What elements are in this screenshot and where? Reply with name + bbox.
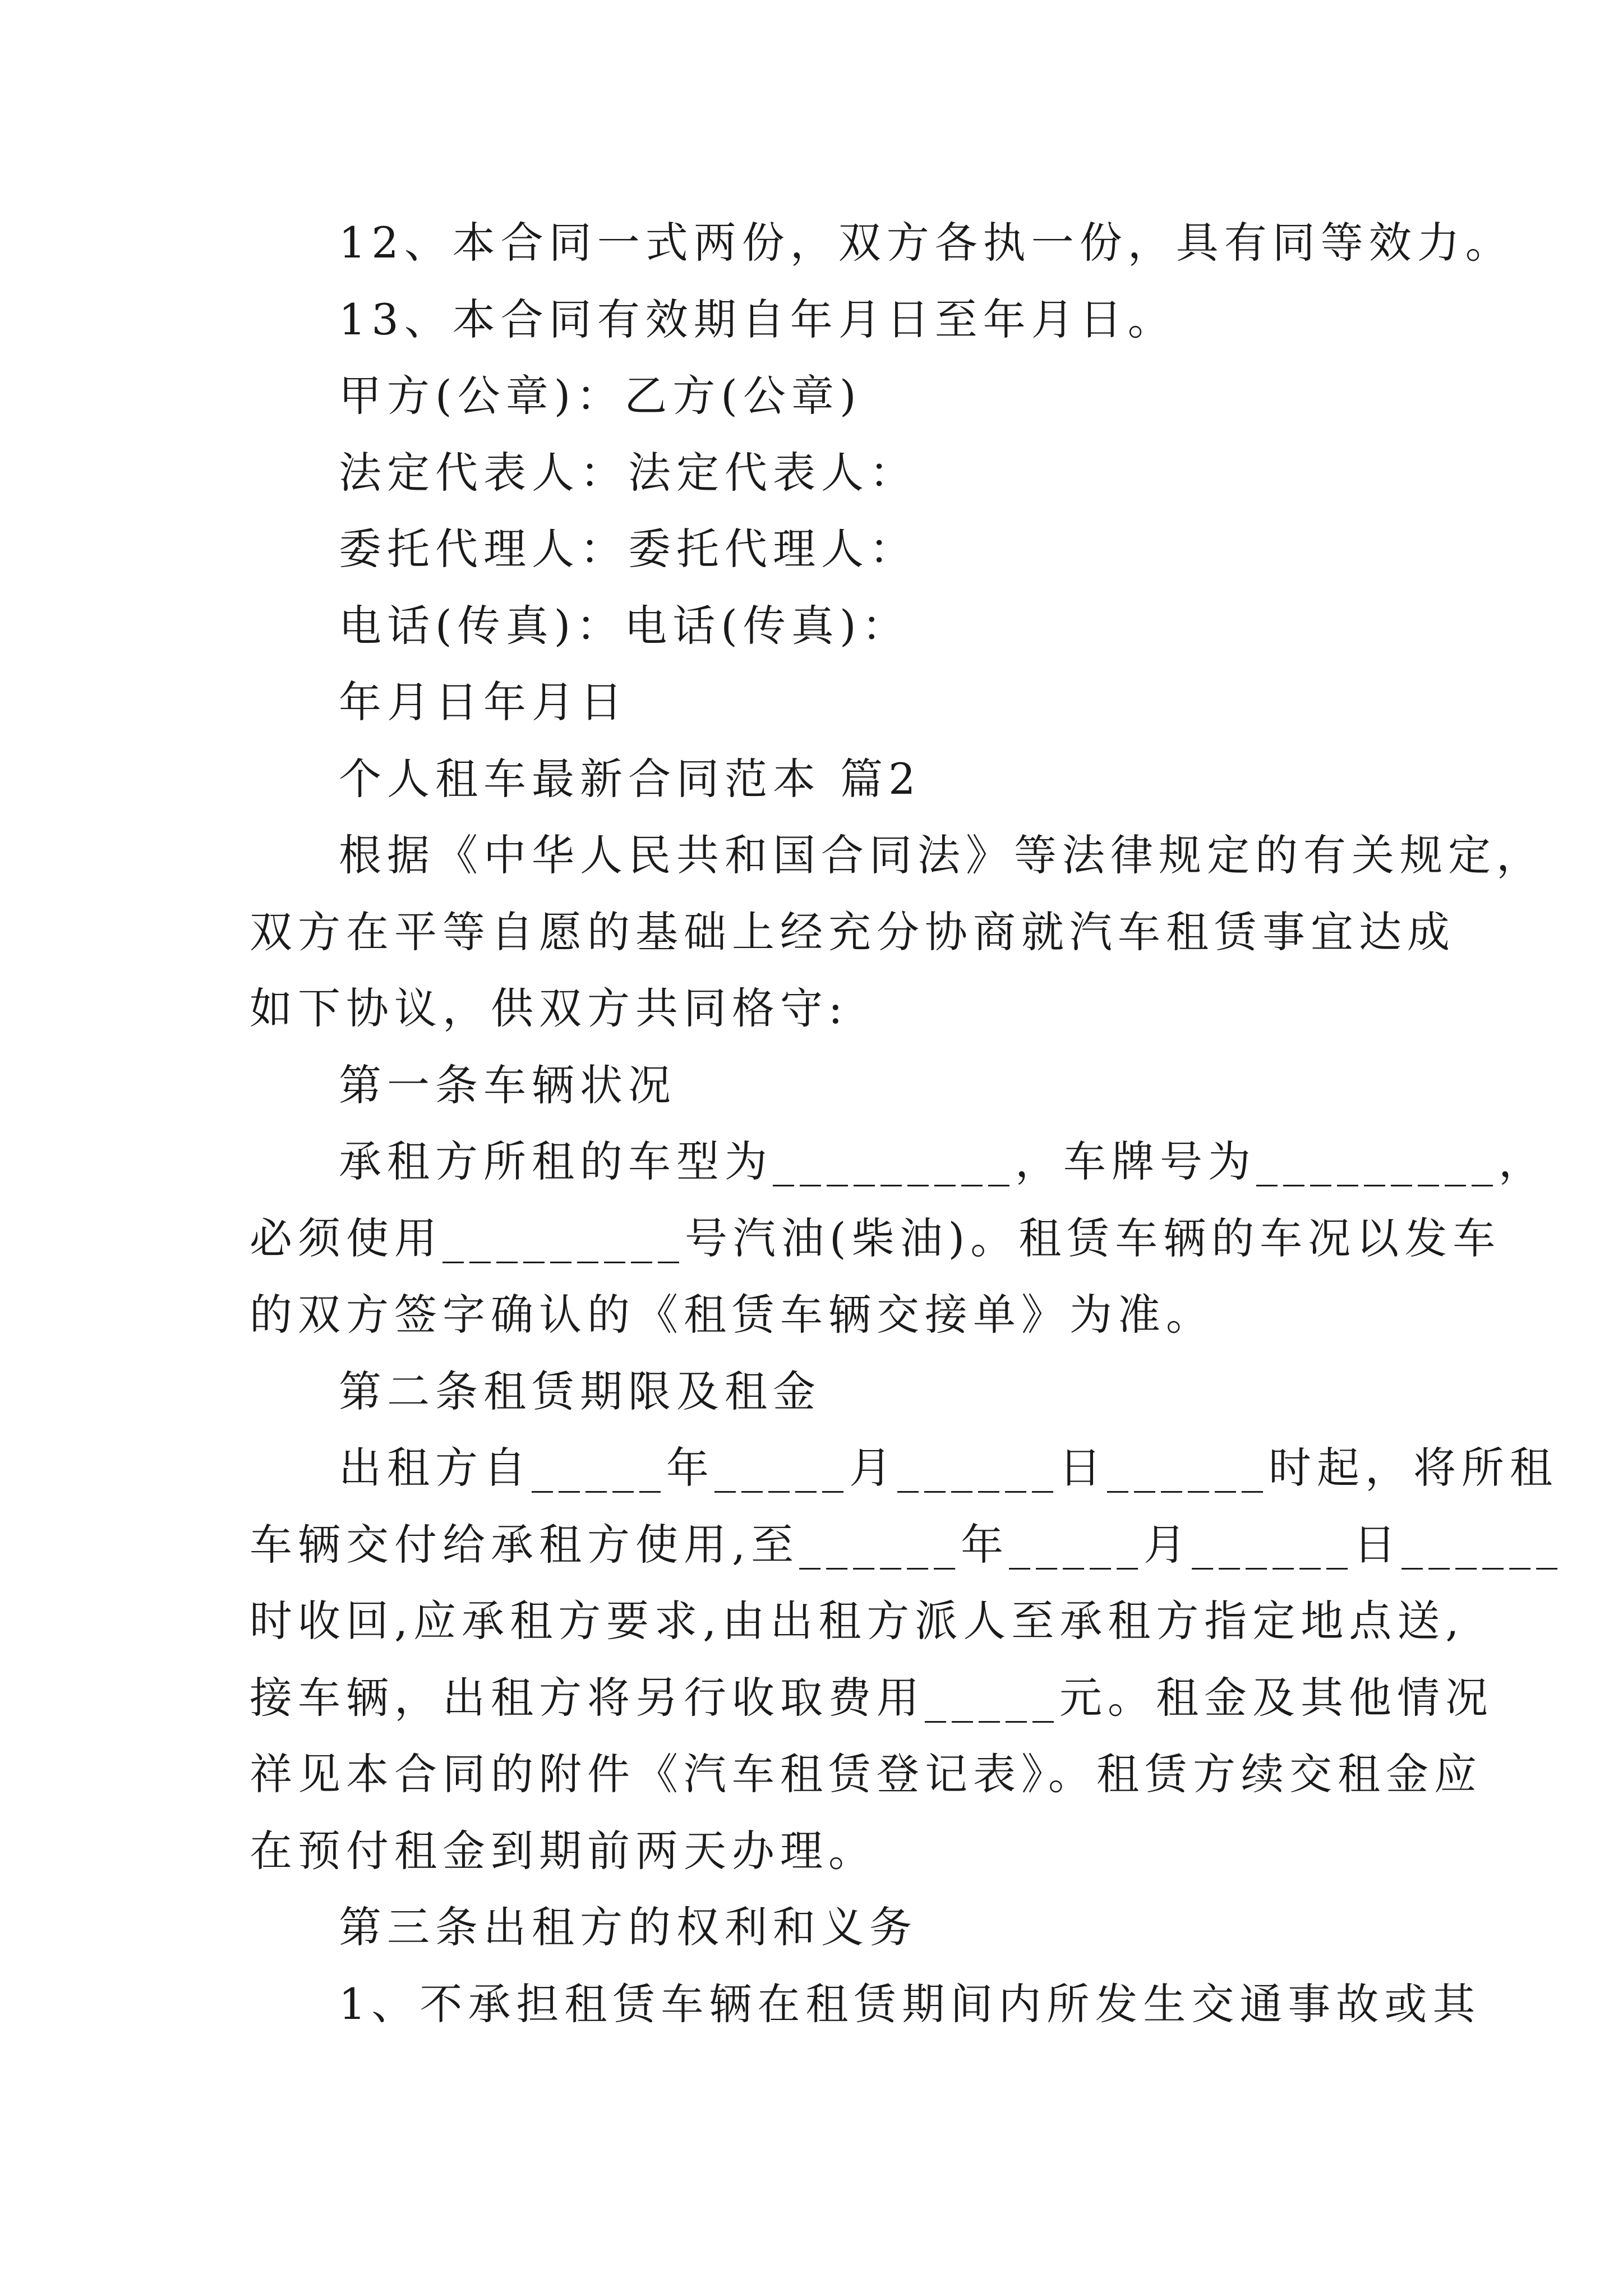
text-line: 时收回,应承租方要求,由出租方派人至承租方指定地点送, xyxy=(250,1596,1465,1646)
text-line: 13、本合同有效期自年月日至年月日。 xyxy=(339,295,1176,344)
text-line: 的双方签字确认的《租赁车辆交接单》为准。 xyxy=(250,1290,1214,1340)
text-line: 甲方(公章)：乙方(公章) xyxy=(339,371,862,421)
text-line: 年月日年月日 xyxy=(339,677,628,727)
text-line: 委托代理人：委托代理人： xyxy=(339,524,917,574)
section-heading: 个人租车最新合同范本 篇2 xyxy=(339,754,921,804)
article-heading: 第一条车辆状况 xyxy=(339,1060,676,1110)
article-heading: 第三条出租方的权利和义务 xyxy=(339,1902,917,1952)
text-line: 祥见本合同的附件《汽车租赁登记表》。租赁方续交租金应 xyxy=(250,1749,1482,1799)
text-line: 如下协议，供双方共同格守: xyxy=(250,983,849,1033)
text-line: 在预付租金到期前两天办理。 xyxy=(250,1826,877,1876)
text-line: 车辆交付给承租方使用,至______年_____月______日______ xyxy=(250,1520,1564,1570)
article-heading: 第二条租赁期限及租金 xyxy=(339,1366,821,1416)
text-line: 电话(传真)：电话(传真)： xyxy=(339,601,910,651)
text-line: 双方在平等自愿的基础上经充分协商就汽车租赁事宜达成 xyxy=(250,907,1455,957)
text-line: 1、不承担租赁车辆在租赁期间内所发生交通事故或其 xyxy=(339,1979,1481,2029)
text-line: 出租方自_____年_____月______日______时起，将所租 xyxy=(339,1443,1558,1493)
text-line: 12、本合同一式两份，双方各执一份，具有同等效力。 xyxy=(339,218,1514,268)
text-line: 必须使用_________号汽油(柴油)。租赁车辆的车况以发车 xyxy=(250,1213,1501,1263)
text-line: 承租方所租的车型为_________，车牌号为_________， xyxy=(339,1137,1547,1186)
text-line: 根据《中华人民共和国合同法》等法律规定的有关规定， xyxy=(339,830,1544,880)
text-line: 法定代表人：法定代表人： xyxy=(339,448,917,498)
text-line: 接车辆，出租方将另行收取费用_____元。租金及其他情况 xyxy=(250,1673,1493,1723)
